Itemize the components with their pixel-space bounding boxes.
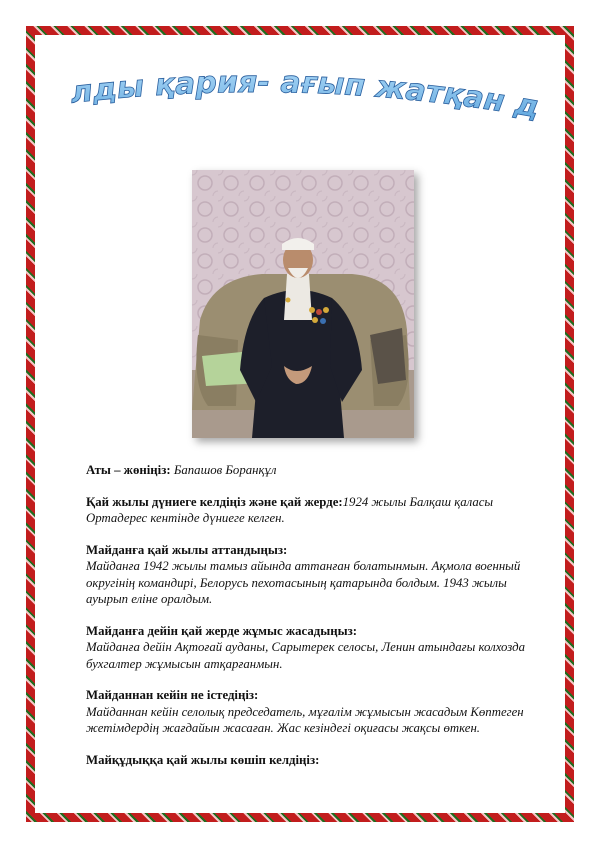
answer-after-war: Майданнан кейін селолық председатель, мұғалім жұмысын жасадым Көптеген жетімдердің жағдайын жасаған. Жас кезіндегі оқиғасы жақсы өткен.	[86, 704, 524, 735]
section-front	[86, 542, 546, 608]
interview-content	[86, 462, 546, 783]
portrait-image	[192, 170, 414, 438]
name-value: Бапашов Боранқұл	[173, 463, 277, 477]
section-before-war	[86, 623, 546, 673]
title-textpath: лды қария- ағып жатқан д	[68, 65, 542, 126]
veteran-photo	[192, 170, 414, 438]
title-text	[60, 40, 542, 125]
answer-before-war: Майданға дейін Ақтоғай ауданы, Сарытерек селосы, Ленин атындағы колхозда бухгалтер жұмысын атқарғанмын.	[86, 640, 525, 671]
section-move	[86, 752, 546, 769]
name-label: Аты – жөніңіз:	[86, 463, 171, 477]
page-title	[60, 40, 560, 150]
question-birth: Қай жылы дүниеге келдіңіз және қай жерде:	[86, 494, 343, 509]
name-block	[86, 462, 546, 479]
section-birth	[86, 494, 546, 527]
title-wordart	[60, 40, 560, 150]
question-after-war: Майданнан кейін не істедіңіз:	[86, 688, 259, 702]
answer-birth: 1924 жылы Балқаш қаласы Ортадерес кентінде дүниеге келген.	[86, 494, 494, 525]
question-move: Майқұдыққа қай жылы көшіп келдіңіз:	[86, 752, 320, 767]
answer-front: Майданға 1942 жылы тамыз айында аттанған болатынмын. Ақмола военный округінің командирі, Белорусь пехотасының қатарында болдым. 1943 жылы ауырып еліне оралдым.	[86, 559, 521, 606]
section-after-war	[86, 687, 546, 737]
question-front: Майданға қай жылы аттандыңыз:	[86, 542, 288, 557]
question-before-war: Майданға дейін қай жерде жұмыс жасадыңыз:	[86, 623, 358, 638]
